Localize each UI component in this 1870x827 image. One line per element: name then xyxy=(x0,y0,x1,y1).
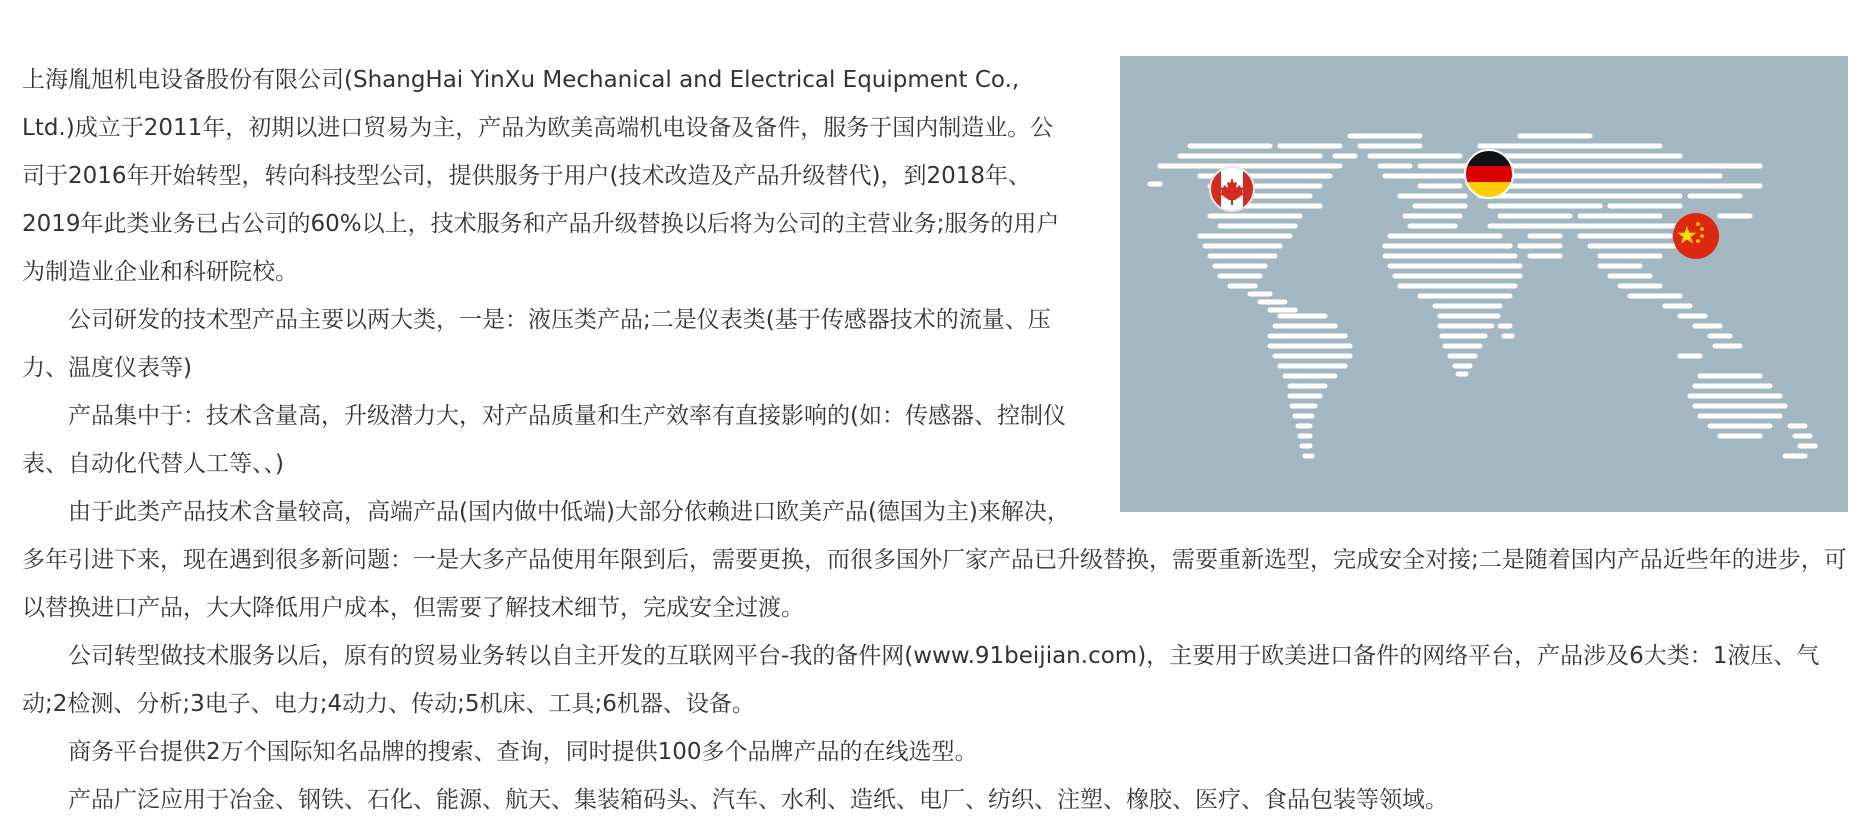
paragraph-import-problems: 由于此类产品技术含量较高，高端产品(国内做中低端)大部分依赖进口欧美产品(德国为主)来解决，多年引进下来，现在遇到很多新问题：一是大多产品使用年限到后，需要更换，而很多国外厂家产品已升级替换，需要重新选型，完成安全对接;二是随着国内产品近些年的进步，可以替换进口产品，大大降低用户成本，但需要了解技术细节，完成安全过渡。 xyxy=(22,499,1847,621)
paragraph-search-service: 商务平台提供2万个国际知名品牌的搜索、查询，同时提供100多个品牌产品的在线选型。 xyxy=(68,739,978,765)
world-map-image xyxy=(1120,56,1848,512)
paragraph-company-intro: 上海胤旭机电设备股份有限公司(ShangHai YinXu Mechanical and Electrical Equipment Co., Ltd.)成立于2011年，初期以进口贸易为主，产品为欧美高端机电设备及备件，服务于国内制造业。公司于2016年开始转型，转向科技型公司，提供服务于用户(技术改造及产品升级替代)，到2018年、2019年此类业务已占公司的60%以上，技术服务和产品升级替换以后将为公司的主营业务;服务的用户为制造业企业和科研院校。 xyxy=(22,67,1060,285)
company-intro-article xyxy=(22,56,1862,824)
germany-flag-icon xyxy=(1465,150,1513,198)
canada-flag-icon xyxy=(1210,167,1254,211)
paragraph-applications: 产品广泛应用于冶金、钢铁、石化、能源、航天、集装箱码头、汽车、水利、造纸、电厂、纺织、注塑、橡胶、医疗、食品包装等领域。 xyxy=(68,787,1448,813)
paragraph-product-focus: 产品集中于：技术含量高，升级潜力大，对产品质量和生产效率有直接影响的(如：传感器、控制仪表、自动化代替人工等、、) xyxy=(22,403,1066,477)
paragraph-platform: 公司转型做技术服务以后，原有的贸易业务转以自主开发的互联网平台-我的备件网(www.91beijian.com)，主要用于欧美进口备件的网络平台，产品涉及6大类：1液压、气动;2检测、分析;3电子、电力;4动力、传动;5机床、工具;6机器、设备。 xyxy=(22,643,1820,717)
paragraph-product-categories: 公司研发的技术型产品主要以两大类，一是：液压类产品;二是仪表类(基于传感器技术的流量、压力、温度仪表等) xyxy=(22,307,1051,381)
china-flag-icon xyxy=(1673,213,1719,259)
